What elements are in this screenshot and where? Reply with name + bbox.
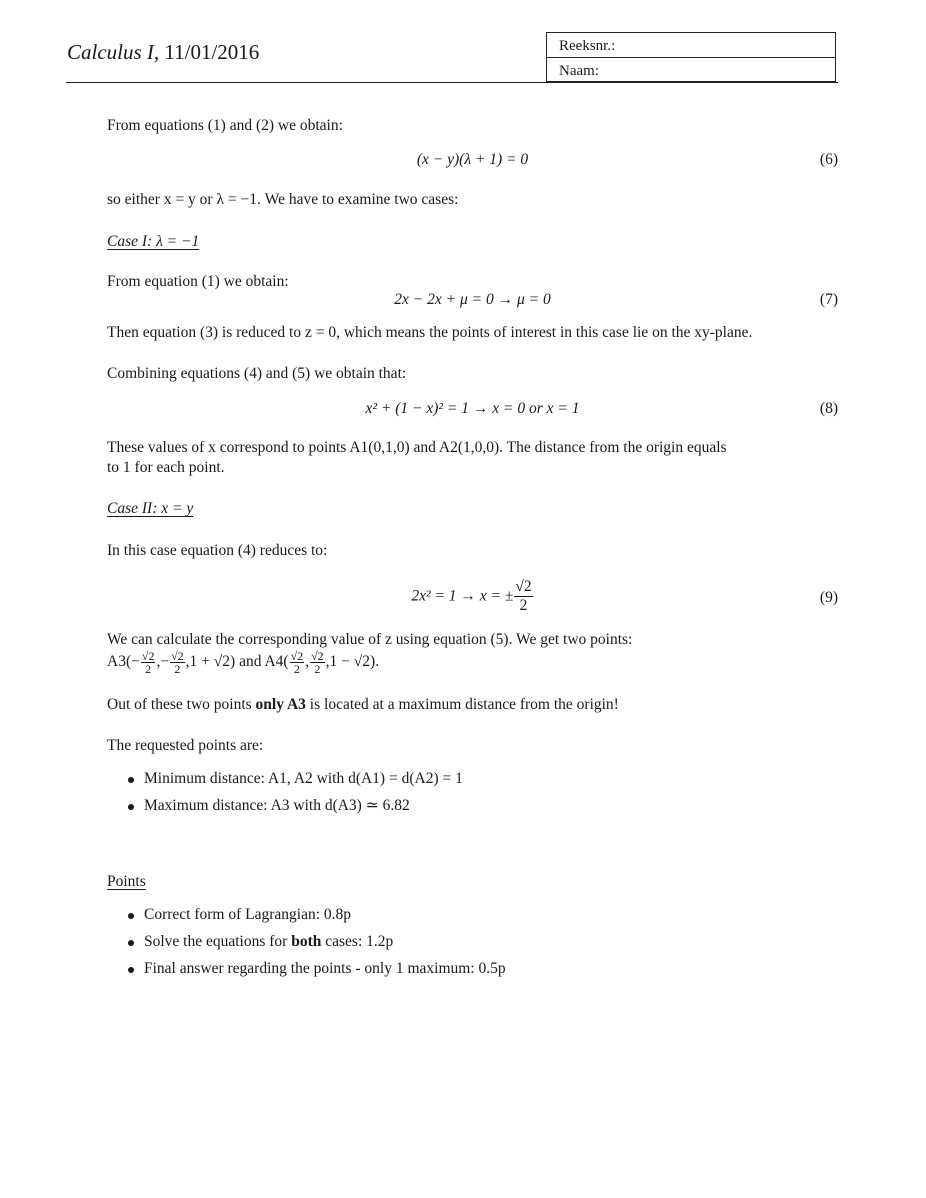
frac-top: √2 <box>290 649 304 663</box>
case-2-heading: Case II: x = y <box>107 500 194 517</box>
points-item-final-answer: Final answer regarding the points - only 1 maximum: 0.5p <box>107 959 506 986</box>
header-rule <box>66 82 838 83</box>
paragraph-z-zero: Then equation (3) is reduced to z = 0, which means the points of interest in this case lie on the xy-plane. <box>107 324 753 341</box>
equation-7-number: (7) <box>819 291 838 308</box>
paragraph-two-points: We can calculate the corresponding value of z using equation (5). We get two points: <box>107 631 633 648</box>
frac-a3-y <box>170 650 185 675</box>
results-list <box>107 769 463 823</box>
result-minimum: Minimum distance: A1, A2 with d(A1) = d(A2) = 1 <box>107 769 463 796</box>
point-a4-end: 1 − √2). <box>329 653 380 671</box>
points-item-lagrangian: Correct form of Lagrangian: 0.8p <box>107 905 506 932</box>
points-item-both-cases <box>107 932 506 959</box>
paragraph-point-coords: A3(− $\frac{√2}{2}$ ,− $\frac{√2}{2}$ ,1 + √2) and A4( $\frac{√2}{2}$ , $\frac{√2}{2}$ ,1 − √2). <box>107 649 380 676</box>
only-a3-bold: only A3 <box>255 696 306 713</box>
only-a3-pre: Out of these two points <box>107 696 252 713</box>
frac-top: √2 <box>171 649 184 663</box>
both-cases-bold: both <box>291 933 322 950</box>
name-field[interactable]: Naam: <box>547 57 835 82</box>
equation-8 <box>107 399 838 423</box>
paragraph-intro: From equations (1) and (2) we obtain: <box>107 117 343 134</box>
result-maximum: Maximum distance: A3 with d(A3) ≃ 6.82 <box>107 796 463 823</box>
point-a3-mid: 1 + √2) and A4( <box>189 653 289 671</box>
point-a3-prefix: A3(− <box>107 653 140 671</box>
case-1-heading: Case I: λ = −1 <box>107 233 200 250</box>
equation-7 <box>107 290 838 314</box>
paragraph-combine: Combining equations (4) and (5) we obtain that: <box>107 365 407 382</box>
frac-bottom: 2 <box>145 662 152 676</box>
frac-a4-x <box>290 650 305 675</box>
paragraph-points-line2: to 1 for each point. <box>107 459 225 476</box>
series-number-field[interactable]: Reeksnr.: <box>559 38 616 54</box>
equation-9-fraction <box>514 578 532 615</box>
paragraph-points-line1: These values of x correspond to points A1(0,1,0) and A2(1,0,0). The distance from the origin equals <box>107 439 727 456</box>
equation-9-lhs: 2x² = 1 → x = ± <box>411 587 514 605</box>
paragraph-eq4: In this case equation (4) reduces to: <box>107 542 328 559</box>
frac-bottom: 2 <box>174 662 181 676</box>
equation-7-body: 2x − 2x + μ = 0 → μ = 0 <box>394 291 551 308</box>
equation-6 <box>107 150 838 174</box>
paragraph-requested: The requested points are: <box>107 737 264 754</box>
frac-a4-y <box>310 650 325 675</box>
equation-9-number: (9) <box>819 589 838 606</box>
equation-8-body: x² + (1 − x)² = 1 → x = 0 or x = 1 <box>365 400 580 417</box>
frac-bottom: 2 <box>314 662 321 676</box>
equation-8-number: (8) <box>819 400 838 417</box>
points-heading: Points <box>107 873 146 890</box>
header-title <box>67 40 259 65</box>
equation-6-number: (6) <box>819 151 838 168</box>
frac-top: √2 <box>311 649 324 663</box>
both-cases-pre: Solve the equations for <box>144 933 288 950</box>
points-list <box>107 905 506 986</box>
paragraph-cases: so either x = y or λ = −1. We have to examine two cases: <box>107 191 459 208</box>
equation-6-body: (x − y)(λ + 1) = 0 <box>416 151 529 168</box>
frac-a3-x <box>141 650 156 675</box>
course-name: Calculus I, <box>67 40 160 64</box>
student-info-box <box>546 32 836 82</box>
exam-date: 11/01/2016 <box>164 40 260 64</box>
frac-bottom: 2 <box>293 662 300 676</box>
paragraph-eq1: From equation (1) we obtain: <box>107 273 289 290</box>
equation-9 <box>107 578 838 618</box>
frac-top: √2 <box>141 649 155 663</box>
equation-9-numerator: √2 <box>515 578 532 595</box>
both-cases-post: cases: 1.2p <box>325 933 394 950</box>
only-a3-post: is located at a maximum distance from the origin! <box>309 696 619 713</box>
paragraph-only-a3 <box>107 695 619 715</box>
equation-9-denominator: 2 <box>519 597 528 614</box>
